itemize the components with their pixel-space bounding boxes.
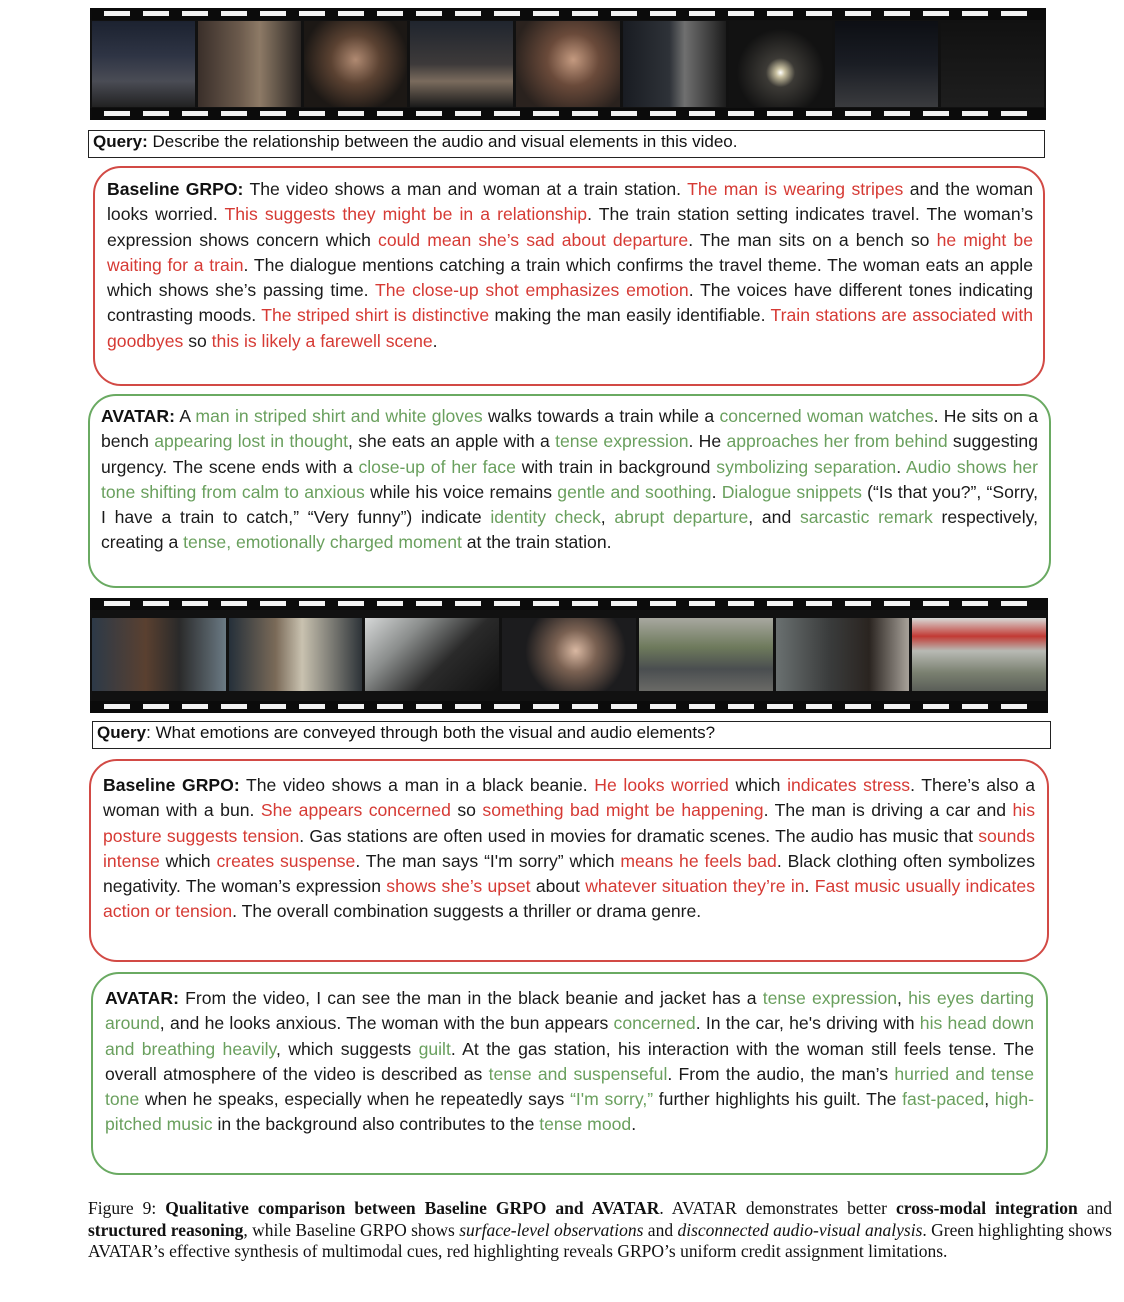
sprocket-hole xyxy=(377,601,403,606)
caption-segment: and xyxy=(643,1219,678,1240)
text-segment: . The man says “I'm sorry” which xyxy=(355,850,621,871)
sprocket-hole xyxy=(767,704,793,709)
video-frame xyxy=(92,618,226,691)
text-segment: making the man easily identifiable. xyxy=(489,305,771,326)
video-frame xyxy=(776,618,910,691)
video-frame xyxy=(198,21,301,107)
text-segment: in the background also contributes to the xyxy=(212,1114,540,1135)
green-highlight: appearing lost in thought xyxy=(154,431,349,452)
sprocket-hole xyxy=(884,111,910,116)
red-highlight: could mean she’s sad about departure xyxy=(378,229,689,250)
sprocket-hole xyxy=(182,704,208,709)
text-segment: , xyxy=(897,988,909,1008)
sprocket-hole xyxy=(533,111,559,116)
sprocket-hole xyxy=(962,11,988,16)
sprocket-hole xyxy=(533,11,559,16)
red-highlight: creates suspense xyxy=(216,850,356,871)
sprocket-hole xyxy=(182,601,208,606)
video-frame xyxy=(912,618,1046,691)
sprocket-hole xyxy=(572,704,598,709)
green-highlight: close-up of her face xyxy=(358,456,516,477)
text-segment: . The dialogue mentions catching a train which confirms the travel theme. The woman eats an apple which shows she’s passing time. xyxy=(107,254,1033,301)
sprocket-hole xyxy=(1001,111,1027,116)
green-highlight: gentle and soothing xyxy=(557,481,712,502)
sprocket-hole xyxy=(260,11,286,16)
text-segment: The video shows a man in a black beanie. xyxy=(239,775,595,795)
text-segment: and the woman looks worried. xyxy=(107,179,1033,225)
sprocket-hole xyxy=(806,11,832,16)
text-segment: , which suggests xyxy=(276,1038,419,1059)
sprocket-hole xyxy=(689,601,715,606)
caption-segment: Qualitative comparison between Baseline GRPO and AVATAR xyxy=(165,1198,660,1218)
video-frame xyxy=(623,21,726,107)
green-highlight: Dialogue snippets xyxy=(721,481,862,502)
sprocket-hole xyxy=(221,11,247,16)
sprocket-hole xyxy=(767,111,793,116)
baseline-label: Baseline GRPO: xyxy=(103,775,240,795)
avatar-label: AVATAR: xyxy=(101,406,175,426)
baseline-label: Baseline GRPO: xyxy=(107,179,244,199)
sprocket-hole xyxy=(533,704,559,709)
sprocket-hole xyxy=(650,11,676,16)
text-segment: . The train station setting indicates travel. The woman’s expression shows concern which xyxy=(107,204,1033,250)
sprocket-hole xyxy=(143,601,169,606)
filmstrip-holes-top xyxy=(90,8,1046,20)
text-segment: about xyxy=(530,876,586,897)
red-highlight: He looks worried xyxy=(594,775,729,795)
sprocket-hole xyxy=(455,11,481,16)
sprocket-hole xyxy=(1001,11,1027,16)
sprocket-hole xyxy=(611,11,637,16)
green-highlight: his head down and breathing heavily xyxy=(105,1013,1035,1059)
baseline-grpo-box-1 xyxy=(93,166,1045,386)
text-segment: , xyxy=(984,1089,995,1110)
red-highlight: this is likely a farewell scene xyxy=(211,330,433,351)
video-frame xyxy=(516,21,619,107)
sprocket-hole xyxy=(455,704,481,709)
avatar-text xyxy=(105,988,1034,1134)
video-frame xyxy=(410,21,513,107)
sprocket-hole xyxy=(338,704,364,709)
red-highlight: This suggests they might be in a relationship xyxy=(224,204,588,225)
figure-caption xyxy=(88,1198,1112,1263)
video-frame xyxy=(304,21,407,107)
sprocket-hole xyxy=(104,11,130,16)
sprocket-hole xyxy=(845,704,871,709)
sprocket-hole xyxy=(377,11,403,16)
sprocket-hole xyxy=(299,601,325,606)
query-2 xyxy=(92,721,1051,749)
text-segment: so xyxy=(450,800,483,821)
green-highlight: tense expression xyxy=(555,431,689,452)
red-highlight: The man is wearing stripes xyxy=(687,179,904,199)
sprocket-hole xyxy=(767,601,793,606)
sprocket-hole xyxy=(221,111,247,116)
baseline-text xyxy=(107,179,1033,351)
sprocket-hole xyxy=(455,601,481,606)
text-segment: respectively, creating a xyxy=(101,507,1038,553)
sprocket-hole xyxy=(689,111,715,116)
sprocket-hole xyxy=(182,11,208,16)
sprocket-hole xyxy=(923,601,949,606)
sprocket-hole xyxy=(455,111,481,116)
video-frame xyxy=(639,618,773,691)
green-highlight: his eyes darting around xyxy=(105,988,1034,1034)
green-highlight: fast-paced xyxy=(902,1089,985,1110)
red-highlight: She appears concerned xyxy=(260,800,451,821)
green-highlight: tense, emotionally charged moment xyxy=(183,532,462,553)
text-segment: with train in background xyxy=(515,456,717,477)
filmstrip-1 xyxy=(90,8,1046,120)
sprocket-hole xyxy=(689,11,715,16)
sprocket-hole xyxy=(143,11,169,16)
sprocket-hole xyxy=(338,601,364,606)
caption-segment: . AVATAR demonstrates better xyxy=(659,1198,896,1218)
sprocket-hole xyxy=(611,704,637,709)
green-highlight: “I'm sorry,” xyxy=(570,1089,654,1110)
sprocket-hole xyxy=(104,111,130,116)
sprocket-hole xyxy=(728,11,754,16)
text-segment: , xyxy=(600,507,615,528)
sprocket-hole xyxy=(728,601,754,606)
sprocket-hole xyxy=(962,601,988,606)
green-highlight: tense and suspenseful xyxy=(488,1063,668,1084)
text-segment: . At the gas station, his interaction with the woman still feels tense. The overall atmosphere of the video is described as xyxy=(105,1038,1034,1084)
text-segment: . xyxy=(804,876,815,897)
red-highlight: shows she’s upset xyxy=(386,876,531,897)
query-text: : What emotions are conveyed through both the visual and audio elements? xyxy=(146,723,716,742)
sprocket-hole xyxy=(338,11,364,16)
text-segment: , and xyxy=(748,507,800,528)
avatar-text xyxy=(101,406,1038,552)
text-segment: . The voices have different tones indicating contrasting moods. xyxy=(107,280,1033,326)
text-segment: . In the car, he's driving with xyxy=(695,1013,920,1034)
red-highlight: The close-up shot emphasizes emotion xyxy=(375,280,689,301)
text-segment: , she eats an apple with a xyxy=(348,431,556,452)
avatar-box-2 xyxy=(91,972,1048,1175)
sprocket-hole xyxy=(845,601,871,606)
sprocket-hole xyxy=(728,704,754,709)
filmstrip-frames xyxy=(92,21,1044,107)
baseline-grpo-box-2 xyxy=(89,759,1049,962)
sprocket-hole xyxy=(1001,601,1027,606)
sprocket-hole xyxy=(806,111,832,116)
sprocket-hole xyxy=(689,704,715,709)
red-highlight: something bad might be happening xyxy=(482,800,764,821)
sprocket-hole xyxy=(806,601,832,606)
sprocket-hole xyxy=(650,111,676,116)
red-highlight: Train stations are associated with goodbyes xyxy=(107,305,1034,351)
sprocket-hole xyxy=(416,601,442,606)
sprocket-hole xyxy=(572,111,598,116)
query-label: Query xyxy=(97,723,147,742)
green-highlight: identity check xyxy=(490,507,601,528)
video-frame xyxy=(729,21,832,107)
caption-segment: disconnected audio-visual analysis xyxy=(677,1219,923,1240)
caption-segment: cross-modal integration xyxy=(896,1198,1078,1218)
text-segment: (“Is that you?”, “Sorry, I have a train to catch,” “Very funny”) indicate xyxy=(101,481,1039,528)
sprocket-hole xyxy=(1001,704,1027,709)
text-segment: . Black clothing often symbolizes negativity. The woman’s expression xyxy=(103,850,1035,897)
sprocket-hole xyxy=(143,704,169,709)
green-highlight: man in striped shirt and white gloves xyxy=(195,406,483,426)
text-segment: The video shows a man and woman at a train station. xyxy=(243,179,688,199)
red-highlight: indicates stress xyxy=(787,775,911,795)
video-frame xyxy=(502,618,636,691)
sprocket-hole xyxy=(884,601,910,606)
green-highlight: abrupt departure xyxy=(614,507,749,528)
text-segment: which xyxy=(728,775,788,795)
sprocket-hole xyxy=(923,11,949,16)
caption-segment: surface-level observations xyxy=(459,1219,644,1240)
sprocket-hole xyxy=(338,111,364,116)
sprocket-hole xyxy=(845,111,871,116)
sprocket-hole xyxy=(884,11,910,16)
avatar-label: AVATAR: xyxy=(105,988,179,1008)
video-frame xyxy=(92,21,195,107)
sprocket-hole xyxy=(299,11,325,16)
sprocket-hole xyxy=(494,704,520,709)
sprocket-hole xyxy=(377,704,403,709)
text-segment: . xyxy=(896,456,907,477)
sprocket-hole xyxy=(650,704,676,709)
sprocket-hole xyxy=(572,11,598,16)
sprocket-hole xyxy=(767,11,793,16)
sprocket-hole xyxy=(221,601,247,606)
red-highlight: whatever situation they’re in xyxy=(585,876,805,897)
caption-segment: , while Baseline GRPO shows xyxy=(243,1219,460,1240)
sprocket-hole xyxy=(299,111,325,116)
filmstrip-holes-top xyxy=(90,598,1048,610)
text-segment: which xyxy=(159,850,217,871)
green-highlight: symbolizing separation xyxy=(716,456,897,477)
green-highlight: Audio shows her tone shifting from calm to anxious xyxy=(101,456,1039,502)
sprocket-hole xyxy=(416,111,442,116)
sprocket-hole xyxy=(845,11,871,16)
sprocket-hole xyxy=(182,111,208,116)
sprocket-hole xyxy=(962,111,988,116)
red-highlight: Fast music usually indicates action or tension xyxy=(103,876,1035,922)
text-segment: . He sits on a bench xyxy=(101,406,1039,452)
red-highlight: sounds intense xyxy=(103,825,1035,871)
text-segment: . xyxy=(631,1114,637,1135)
baseline-text xyxy=(103,775,1035,921)
text-segment: , and he looks anxious. The woman with the bun appears xyxy=(159,1013,614,1034)
sprocket-hole xyxy=(611,601,637,606)
green-highlight: sarcastic remark xyxy=(799,507,933,528)
sprocket-hole xyxy=(416,704,442,709)
text-segment: . The overall combination suggests a thriller or drama genre. xyxy=(232,901,702,922)
caption-segment: . Green highlighting shows AVATAR’s effective synthesis of multimodal cues, red highlighting reveals GRPO’s uniform credit assignment limitations. xyxy=(88,1219,1112,1261)
sprocket-hole xyxy=(299,704,325,709)
sprocket-hole xyxy=(377,111,403,116)
caption-segment: structured reasoning xyxy=(88,1219,244,1240)
green-highlight: concerned woman watches xyxy=(719,406,934,426)
sprocket-hole xyxy=(650,601,676,606)
sprocket-hole xyxy=(104,601,130,606)
sprocket-hole xyxy=(923,704,949,709)
text-segment: A xyxy=(174,406,196,426)
text-segment: . Gas stations are often used in movies for dramatic scenes. The audio has music that xyxy=(299,825,979,846)
red-highlight: he might be waiting for a train xyxy=(107,229,1033,275)
red-highlight: means he feels bad xyxy=(620,850,777,871)
red-highlight: The striped shirt is distinctive xyxy=(261,305,490,326)
text-segment: . xyxy=(711,481,722,502)
text-segment: . The man is driving a car and xyxy=(763,800,1013,821)
filmstrip-holes-bottom xyxy=(90,108,1046,120)
green-highlight: high-pitched music xyxy=(105,1089,1035,1135)
sprocket-hole xyxy=(572,601,598,606)
sprocket-hole xyxy=(143,111,169,116)
sprocket-hole xyxy=(923,111,949,116)
sprocket-hole xyxy=(260,111,286,116)
green-highlight: tense mood xyxy=(539,1114,632,1135)
video-frame xyxy=(941,21,1044,107)
sprocket-hole xyxy=(104,704,130,709)
filmstrip-holes-bottom xyxy=(90,701,1048,713)
text-segment: From the video, I can see the man in the black beanie and jacket has a xyxy=(178,988,763,1008)
text-segment: . xyxy=(432,330,438,351)
sprocket-hole xyxy=(494,111,520,116)
text-segment: further highlights his guilt. The xyxy=(653,1089,903,1110)
green-highlight: hurried and tense tone xyxy=(105,1063,1035,1110)
text-segment: suggesting urgency. The scene ends with a xyxy=(101,431,1039,477)
avatar-box-1 xyxy=(88,394,1051,588)
text-segment: . There’s also a woman with a bun. xyxy=(103,775,1035,821)
video-frame xyxy=(229,618,363,691)
sprocket-hole xyxy=(221,704,247,709)
filmstrip-2 xyxy=(90,598,1048,713)
filmstrip-frames xyxy=(92,618,1046,691)
text-segment: at the train station. xyxy=(461,532,612,553)
sprocket-hole xyxy=(494,601,520,606)
caption-segment: Figure 9: xyxy=(88,1198,166,1218)
query-label: Query: xyxy=(93,132,148,151)
sprocket-hole xyxy=(806,704,832,709)
sprocket-hole xyxy=(884,704,910,709)
text-segment: . From the audio, the man’s xyxy=(667,1063,895,1084)
sprocket-hole xyxy=(728,111,754,116)
text-segment: . The man sits on a bench so xyxy=(688,229,937,250)
sprocket-hole xyxy=(494,11,520,16)
query-1 xyxy=(88,130,1045,158)
green-highlight: approaches her from behind xyxy=(726,431,948,452)
sprocket-hole xyxy=(533,601,559,606)
green-highlight: guilt xyxy=(418,1038,451,1059)
video-frame xyxy=(365,618,499,691)
sprocket-hole xyxy=(416,11,442,16)
sprocket-hole xyxy=(611,111,637,116)
green-highlight: tense expression xyxy=(762,988,898,1008)
text-segment: so xyxy=(183,330,212,351)
text-segment: walks towards a train while a xyxy=(482,406,720,426)
query-text: Describe the relationship between the audio and visual elements in this video. xyxy=(147,132,738,151)
red-highlight: his posture suggests tension xyxy=(103,800,1035,846)
sprocket-hole xyxy=(962,704,988,709)
caption-segment: and xyxy=(1077,1198,1112,1218)
green-highlight: concerned xyxy=(613,1013,696,1034)
text-segment: . He xyxy=(688,431,727,452)
text-segment: when he speaks, especially when he repeatedly says xyxy=(139,1089,571,1110)
sprocket-hole xyxy=(260,704,286,709)
text-segment: while his voice remains xyxy=(364,481,558,502)
sprocket-hole xyxy=(260,601,286,606)
video-frame xyxy=(835,21,938,107)
